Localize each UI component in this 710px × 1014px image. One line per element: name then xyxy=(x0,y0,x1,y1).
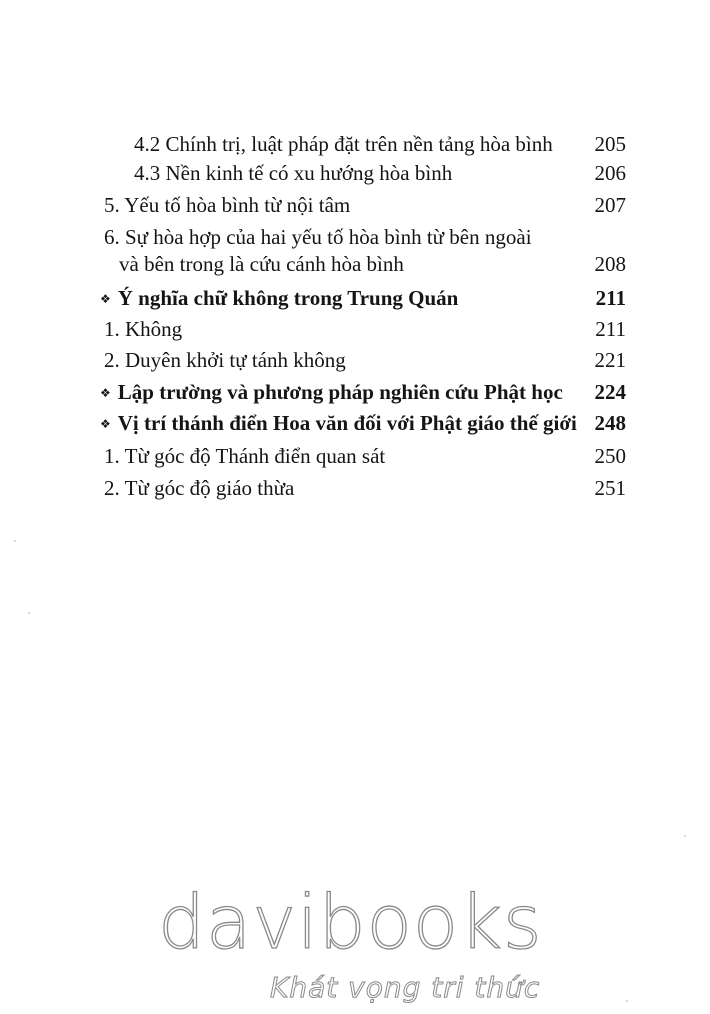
publisher-watermark xyxy=(0,880,710,1010)
toc-entry xyxy=(0,345,710,375)
toc-entry-page: 221 xyxy=(594,348,626,372)
toc-entry-title: 4.3 Nền kinh tế có xu hướng hòa bình xyxy=(134,161,453,185)
toc-entry xyxy=(0,441,710,471)
toc-section-title: Lập trường và phương pháp nghiên cứu Phật học xyxy=(117,380,563,404)
toc-section-page: 248 xyxy=(594,411,626,435)
toc-entry-title: 2. Duyên khởi tự tánh không xyxy=(104,348,346,372)
toc-entry-title: 1. Từ góc độ Thánh điển quan sát xyxy=(104,444,386,468)
toc-entry-continued xyxy=(0,249,710,279)
toc-section xyxy=(0,283,710,313)
scan-speck xyxy=(14,540,16,542)
scan-speck xyxy=(684,835,686,837)
toc-entry xyxy=(0,190,710,220)
toc-entry-title: 4.2 Chính trị, luật pháp đặt trên nền tảng hòa bình xyxy=(134,132,553,156)
toc-entry-title: 2. Từ góc độ giáo thừa xyxy=(104,476,295,500)
toc-entry xyxy=(0,473,710,503)
toc-section-title: Ý nghĩa chữ không trong Trung Quán xyxy=(117,286,459,310)
toc-entry-page: 206 xyxy=(594,161,626,185)
toc-entry-page: 211 xyxy=(595,317,626,341)
diamond-bullet-icon: ❖ xyxy=(100,386,111,400)
toc-entry-page: 251 xyxy=(594,476,626,500)
diamond-bullet-icon: ❖ xyxy=(100,292,111,306)
toc-entry-title: 5. Yếu tố hòa bình từ nội tâm xyxy=(104,193,351,217)
toc-entry-title-continuation: và bên trong là cứu cánh hòa bình xyxy=(119,252,404,276)
toc-section-title: Vị trí thánh điển Hoa văn đối với Phật giáo thế giới xyxy=(117,411,577,435)
toc-entry-title: 6. Sự hòa hợp của hai yếu tố hòa bình từ bên ngoài xyxy=(104,225,532,249)
toc-entry xyxy=(0,129,710,159)
toc-entry-page: 207 xyxy=(594,193,626,217)
diamond-bullet-icon: ❖ xyxy=(100,417,111,431)
toc-entry-page: 208 xyxy=(594,252,626,276)
toc-entry-page: 250 xyxy=(594,444,626,468)
toc-entry-page: 205 xyxy=(594,132,626,156)
watermark-logo-text: davibooks xyxy=(158,880,543,966)
toc-entry xyxy=(0,222,710,252)
toc-entry-title: 1. Không xyxy=(104,317,183,341)
toc-entry xyxy=(0,314,710,344)
watermark-tagline: Khát vọng tri thức xyxy=(270,971,541,1004)
toc-entry xyxy=(0,158,710,188)
toc-section xyxy=(0,377,710,407)
scan-speck xyxy=(28,612,30,614)
toc-section xyxy=(0,408,710,438)
toc-section-page: 224 xyxy=(594,380,626,404)
toc-section-page: 211 xyxy=(595,286,626,310)
